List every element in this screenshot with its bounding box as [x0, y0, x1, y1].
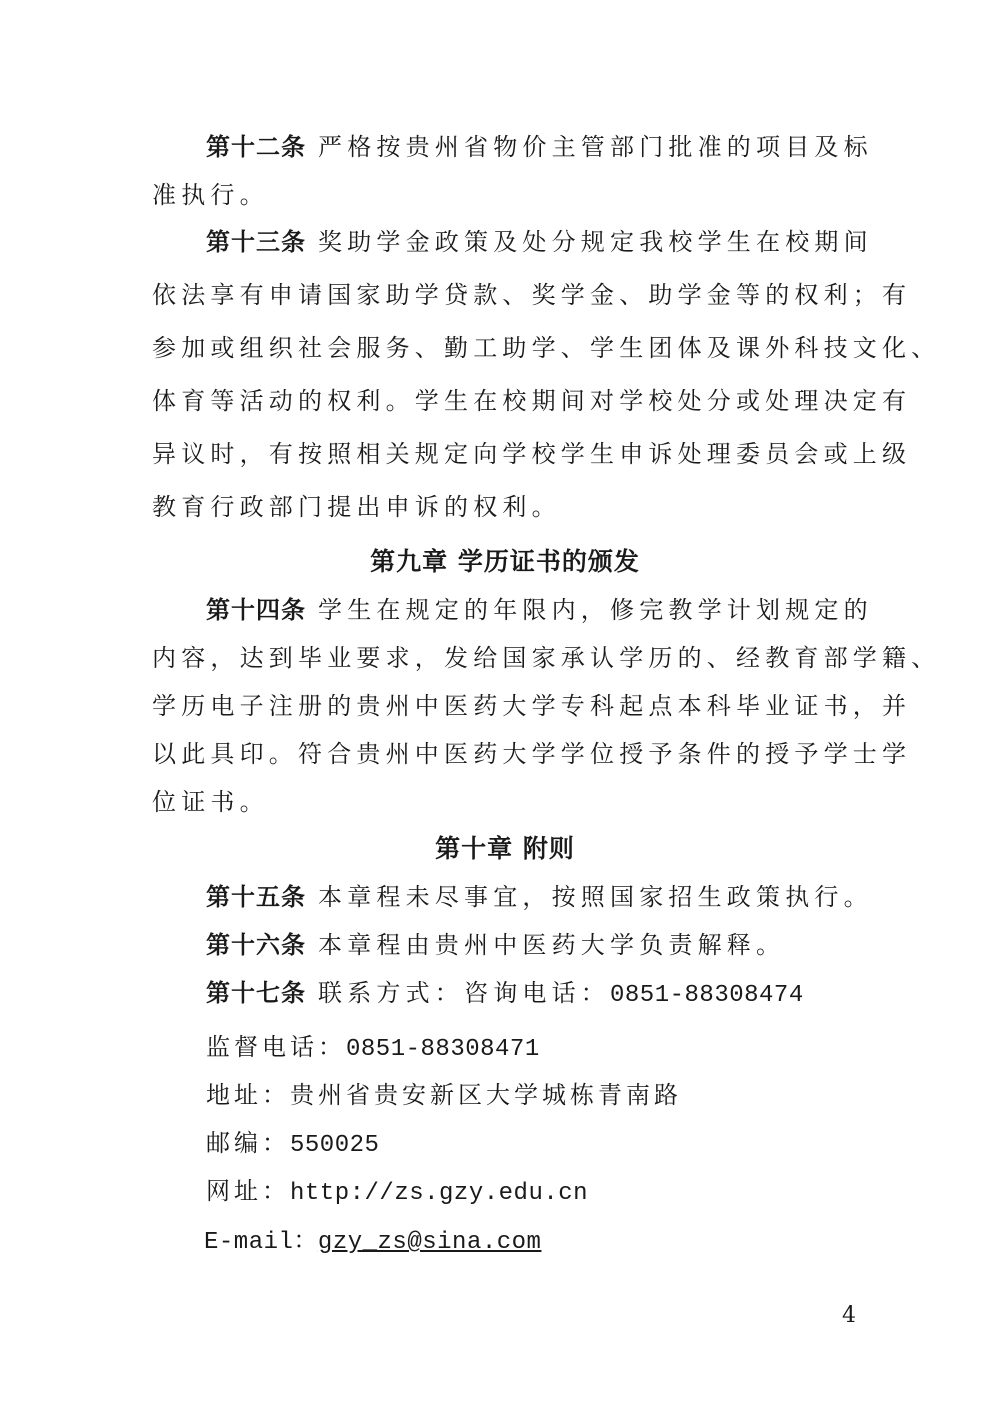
supervision-phone-line: [206, 1032, 540, 1065]
article-12-text: 严格按贵州省物价主管部门批准的项目及标: [318, 133, 873, 161]
chapter-9-heading: 第九章 学历证书的颁发: [370, 547, 640, 576]
supervision-phone-label: 监督电话：: [206, 1033, 346, 1061]
article-15-title: 第十五条: [206, 883, 306, 911]
consult-phone: 0851-88308474: [610, 982, 804, 1009]
email-label: E-mail：: [204, 1229, 318, 1256]
article-13-line-6: 教育行政部门提出申诉的权利。: [152, 493, 561, 521]
article-13-line-2: 依法享有申请国家助学贷款、奖学金、助学金等的权利；有: [152, 281, 912, 309]
article-16-line: [206, 930, 912, 960]
article-15-text: 本章程未尽事宜，按照国家招生政策执行。: [318, 883, 873, 911]
address-line: [206, 1080, 682, 1110]
article-13-line-5: 异议时，有按照相关规定向学校学生申诉处理委员会或上级: [152, 440, 912, 468]
article-14-line-5: 位证书。: [152, 788, 269, 816]
article-16-text: 本章程由贵州中医药大学负责解释。: [318, 931, 786, 959]
supervision-phone: 0851-88308471: [346, 1036, 540, 1063]
article-13-line-4: 体育等活动的权利。学生在校期间对学校处分或处理决定有: [152, 387, 912, 415]
website-label: 网址：: [206, 1177, 290, 1205]
postcode-line: [206, 1128, 379, 1161]
postcode-label: 邮编：: [206, 1129, 290, 1157]
page-number: 4: [842, 1303, 856, 1328]
article-14-line-3: 学历电子注册的贵州中医药大学专科起点本科毕业证书，并: [152, 692, 912, 720]
article-17-title: 第十七条: [206, 979, 306, 1007]
article-14-title: 第十四条: [206, 596, 306, 624]
article-13-line-1: [206, 227, 912, 257]
article-15-line: [206, 882, 912, 912]
address-value: 贵州省贵安新区大学城栋青南路: [290, 1081, 682, 1109]
website-link[interactable]: http://zs.gzy.edu.cn: [290, 1180, 589, 1207]
address-label: 地址：: [206, 1081, 290, 1109]
article-12-line-2: 准执行。: [152, 181, 269, 209]
article-14-text: 学生在规定的年限内，修完教学计划规定的: [318, 596, 873, 624]
article-13-title: 第十三条: [206, 228, 306, 256]
article-16-title: 第十六条: [206, 931, 306, 959]
article-13-text: 奖助学金政策及处分规定我校学生在校期间: [318, 228, 873, 256]
article-12-title: 第十二条: [206, 133, 306, 161]
article-13-line-3: 参加或组织社会服务、勤工助学、学生团体及课外科技文化、: [152, 334, 941, 362]
email-link[interactable]: gzy_zs@sina.com: [317, 1229, 542, 1256]
article-14-line-4: 以此具印。符合贵州中医药大学学位授予条件的授予学士学: [152, 740, 912, 768]
email-line: [204, 1225, 541, 1258]
article-17-label: 联系方式：咨询电话：: [318, 979, 610, 1007]
chapter-10-heading: 第十章 附则: [435, 834, 575, 863]
article-14-line-2: 内容，达到毕业要求，发给国家承认学历的、经教育部学籍、: [152, 644, 941, 672]
article-12-line-1: [206, 132, 912, 162]
article-14-line-1: [206, 595, 912, 625]
website-line: [206, 1176, 588, 1209]
postcode-value: 550025: [290, 1132, 380, 1159]
article-17-line: [206, 978, 912, 1011]
